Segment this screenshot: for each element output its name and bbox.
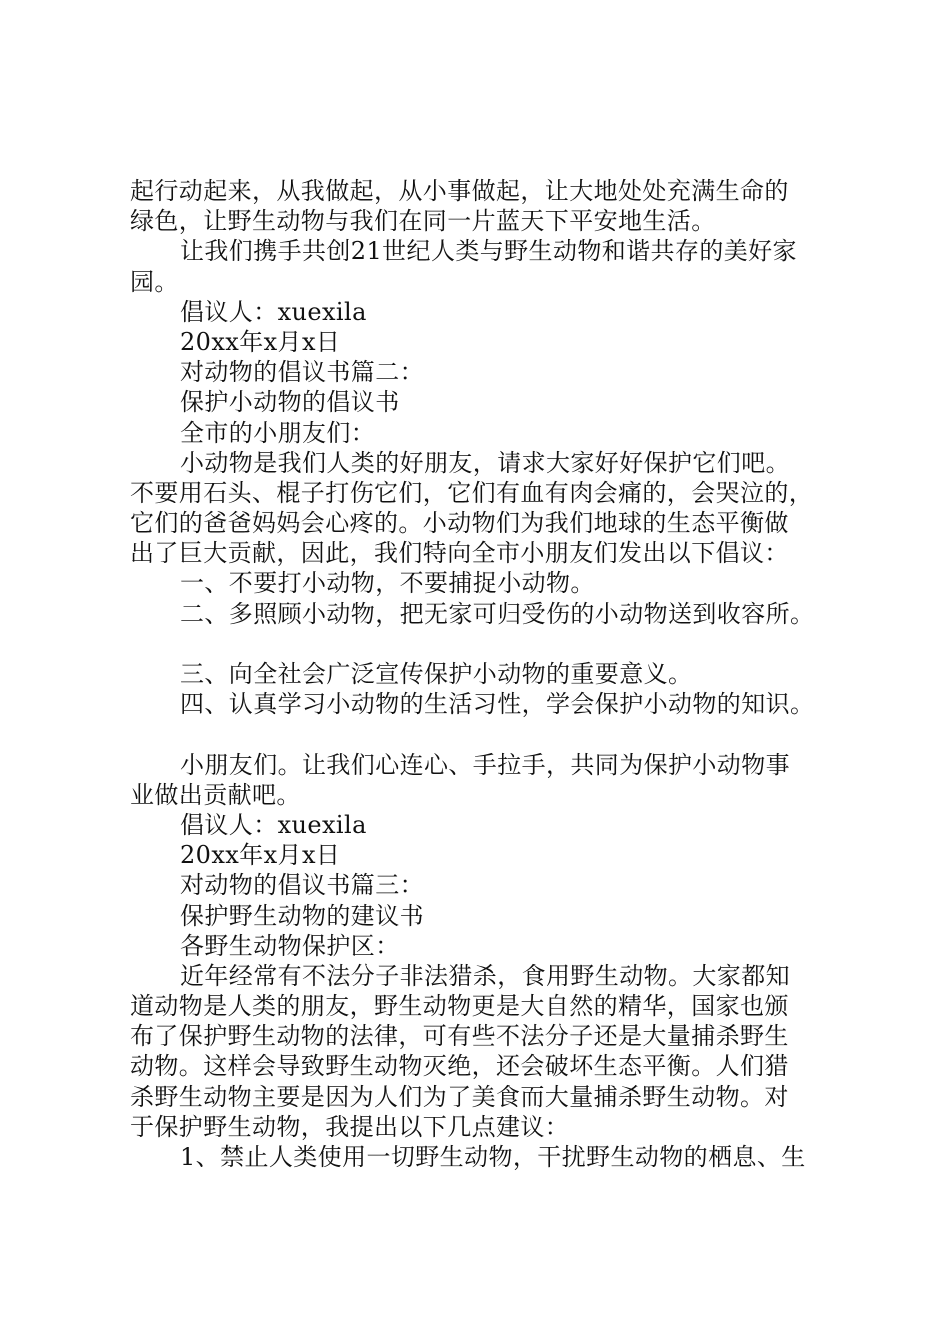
- section-heading: 对动物的倡议书篇二：: [180, 358, 424, 387]
- text-line: 园。: [130, 267, 179, 296]
- text-line: 出了巨大贡献，因此，我们特向全市小朋友们发出以下倡议：: [130, 539, 789, 568]
- text-line: 业做出贡献吧。: [130, 780, 301, 809]
- date-line: 20xx年x月x日: [180, 841, 341, 870]
- list-item: 二、多照顾小动物，把无家可归受伤的小动物送到收容所。: [180, 599, 815, 628]
- signature-line: 倡议人：xuexila: [180, 297, 367, 326]
- text-line: 不要用石头、棍子打伤它们，它们有血有肉会痛的，会哭泣的，: [130, 478, 814, 507]
- list-item: 三、向全社会广泛宣传保护小动物的重要意义。: [180, 660, 693, 688]
- text-line: 让我们携手共创21世纪人类与野生动物和谐共存的美好家: [180, 237, 797, 266]
- text-line: 道动物是人类的朋友，野生动物更是大自然的精华，国家也颁: [130, 992, 789, 1021]
- blank-line: [130, 629, 850, 659]
- letter-title: 保护野生动物的建议书: [180, 901, 424, 930]
- text-line: 动物。这样会导致野生动物灭绝，还会破坏生态平衡。人们猎: [130, 1052, 789, 1081]
- text-line: 它们的爸爸妈妈会心疼的。小动物们为我们地球的生态平衡做: [130, 509, 789, 538]
- salutation: 全市的小朋友们：: [180, 418, 376, 447]
- date-line: 20xx年x月x日: [180, 327, 341, 356]
- letter-title: 保护小动物的倡议书: [180, 388, 400, 417]
- section-heading: 对动物的倡议书篇三：: [180, 871, 424, 900]
- blank-line: [130, 719, 850, 749]
- salutation: 各野生动物保护区：: [180, 931, 400, 960]
- text-line: 杀野生动物主要是因为人们为了美食而大量捕杀野生动物。对: [130, 1082, 789, 1111]
- text-line: 小朋友们。让我们心连心、手拉手，共同为保护小动物事: [180, 750, 790, 779]
- text-line: 小动物是我们人类的好朋友，请求大家好好保护它们吧。: [180, 448, 790, 477]
- list-item: 四、认真学习小动物的生活习性，学会保护小动物的知识。: [180, 690, 815, 719]
- document-page: [130, 176, 850, 1172]
- text-line: 起行动起来，从我做起，从小事做起，让大地处处充满生命的: [130, 177, 789, 205]
- signature-line: 倡议人：xuexila: [180, 810, 367, 839]
- text-line: 绿色，让野生动物与我们在同一片蓝天下平安地生活。: [130, 207, 716, 236]
- text-line: 近年经常有不法分子非法猎杀，食用野生动物。大家都知: [180, 961, 790, 990]
- list-item: 一、不要打小动物，不要捕捉小动物。: [180, 569, 595, 598]
- text-line: 布了保护野生动物的法律，可有些不法分子还是大量捕杀野生: [130, 1022, 789, 1051]
- text-line: 于保护野生动物，我提出以下几点建议：: [130, 1112, 570, 1141]
- list-item: 1、禁止人类使用一切野生动物，干扰野生动物的栖息、生: [180, 1143, 806, 1171]
